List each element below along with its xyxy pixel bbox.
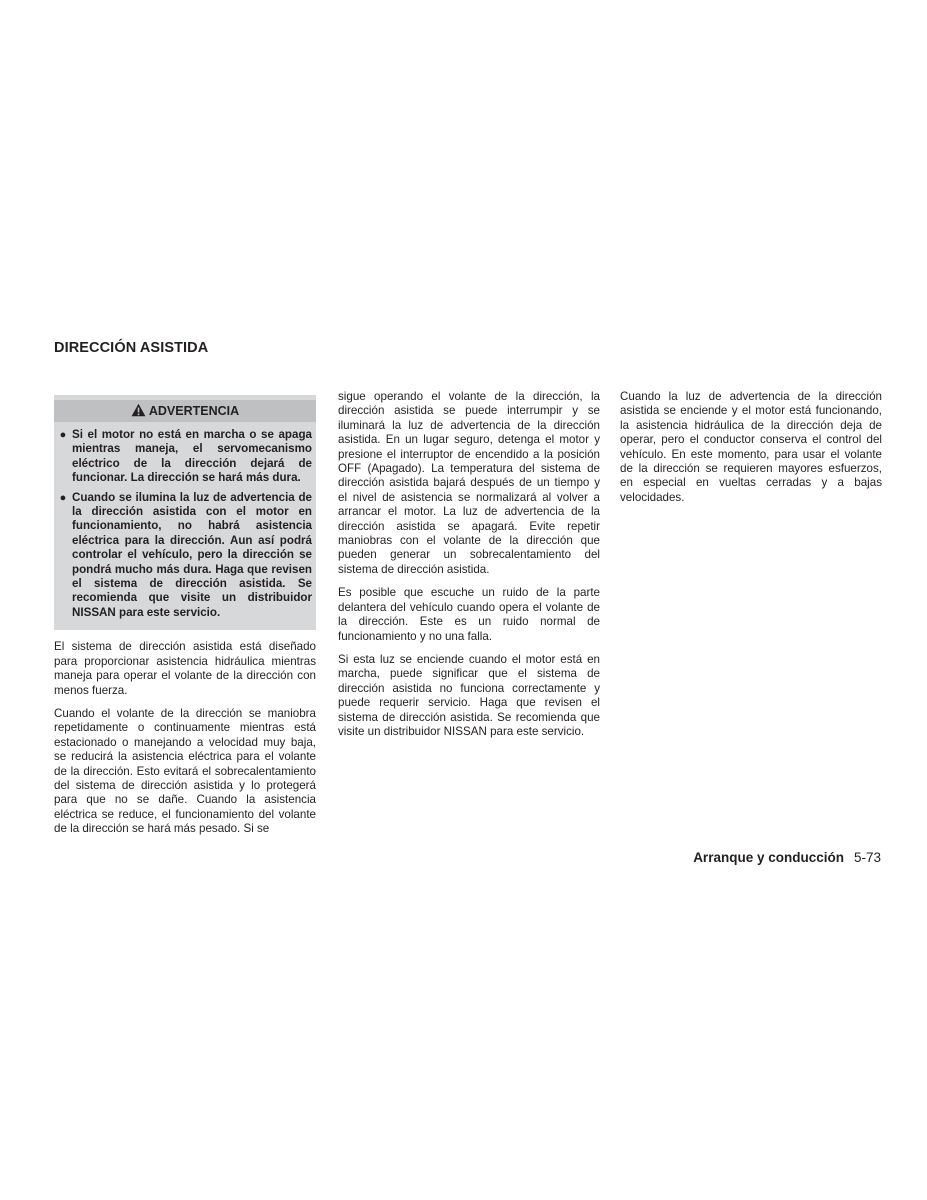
- paragraph: Cuando el volante de la dirección se maniobra repetidamente o continuamente mientras está estacionado o manejando a velocidad muy baja, se reducirá la asistencia eléctrica para el volante de la dirección. Esto evitará el sobrecalentamiento del sistema de dirección asistida y lo protegerá para que no se dañe. Cuando la asistencia eléctrica se reduce, el funcionamiento del volante de la dirección se hará más pesado. Si se: [54, 706, 316, 836]
- page-footer: [693, 850, 881, 865]
- warning-item-text: Cuando se ilumina la luz de advertencia de la dirección asistida con el motor en funcionamiento, no habrá asistencia eléctrica para la dirección. Aun así podrá controlar el vehículo, pero la dirección se pondrá mucho más dura. Haga que revisen el sistema de dirección asistida. Se recomienda que visite un distribuidor NISSAN para este servicio.: [72, 490, 312, 619]
- bullet-icon: ●: [59, 491, 67, 504]
- paragraph: sigue operando el volante de la dirección, la dirección asistida se puede interrumpir y se iluminará la luz de advertencia de la dirección asistida. En un lugar seguro, detenga el motor y presione el interruptor de encendido a la posición OFF (Apagado). La temperatura del sistema de dirección asistida bajará después de un tiempo y el nivel de asistencia se normalizará al volver a arrancar el motor. La luz de advertencia de la dirección asistida se apagará. Evite repetir maniobras con el volante de la dirección que pueden generar un sobrecalentamiento del sistema de dirección asistida.: [338, 390, 600, 576]
- column-3: [620, 390, 882, 514]
- section-title: DIRECCIÓN ASISTIDA: [54, 340, 209, 356]
- paragraph: Es posible que escuche un ruido de la parte delantera del vehículo cuando opera el volante de la dirección. Este es un ruido normal de funcionamiento y no una falla.: [338, 586, 600, 643]
- column-2: [338, 390, 600, 748]
- chapter-title: Arranque y conducción: [693, 850, 844, 865]
- paragraph: Si esta luz se enciende cuando el motor está en marcha, puede significar que el sistema de dirección asistida no funciona correctamente y puede requerir servicio. Haga que revisen el sistema de dirección asistida. Se recomienda que visite un distribuidor NISSAN para este servicio.: [338, 652, 600, 738]
- warning-item-text: Si el motor no está en marcha o se apaga mientras maneja, el servomecanismo eléctrico de la dirección dejará de funcionar. La dirección se hará más dura.: [72, 428, 312, 485]
- warning-header: [54, 400, 316, 422]
- warning-item: [58, 428, 312, 486]
- bullet-icon: ●: [59, 429, 67, 441]
- warning-list: [58, 428, 312, 620]
- page-number: 5-73: [853, 850, 881, 865]
- paragraph: Cuando la luz de advertencia de la dirección asistida se enciende y el motor está funcionando, la asistencia hidráulica de la dirección deja de operar, pero el conductor conserva el control del vehículo. En este momento, para usar el volante de la dirección se requieren mayores esfuerzos, en especial en vueltas cerradas y a bajas velocidades.: [620, 390, 882, 504]
- paragraph: El sistema de dirección asistida está diseñado para proporcionar asistencia hidráulica mientras maneja para operar el volante de la dirección con menos fuerza.: [54, 640, 316, 697]
- warning-item: [58, 491, 312, 621]
- warning-title: ADVERTENCIA: [148, 404, 240, 418]
- warning-triangle-icon: [131, 403, 146, 417]
- column-1: [54, 390, 316, 846]
- warning-box: [54, 395, 316, 630]
